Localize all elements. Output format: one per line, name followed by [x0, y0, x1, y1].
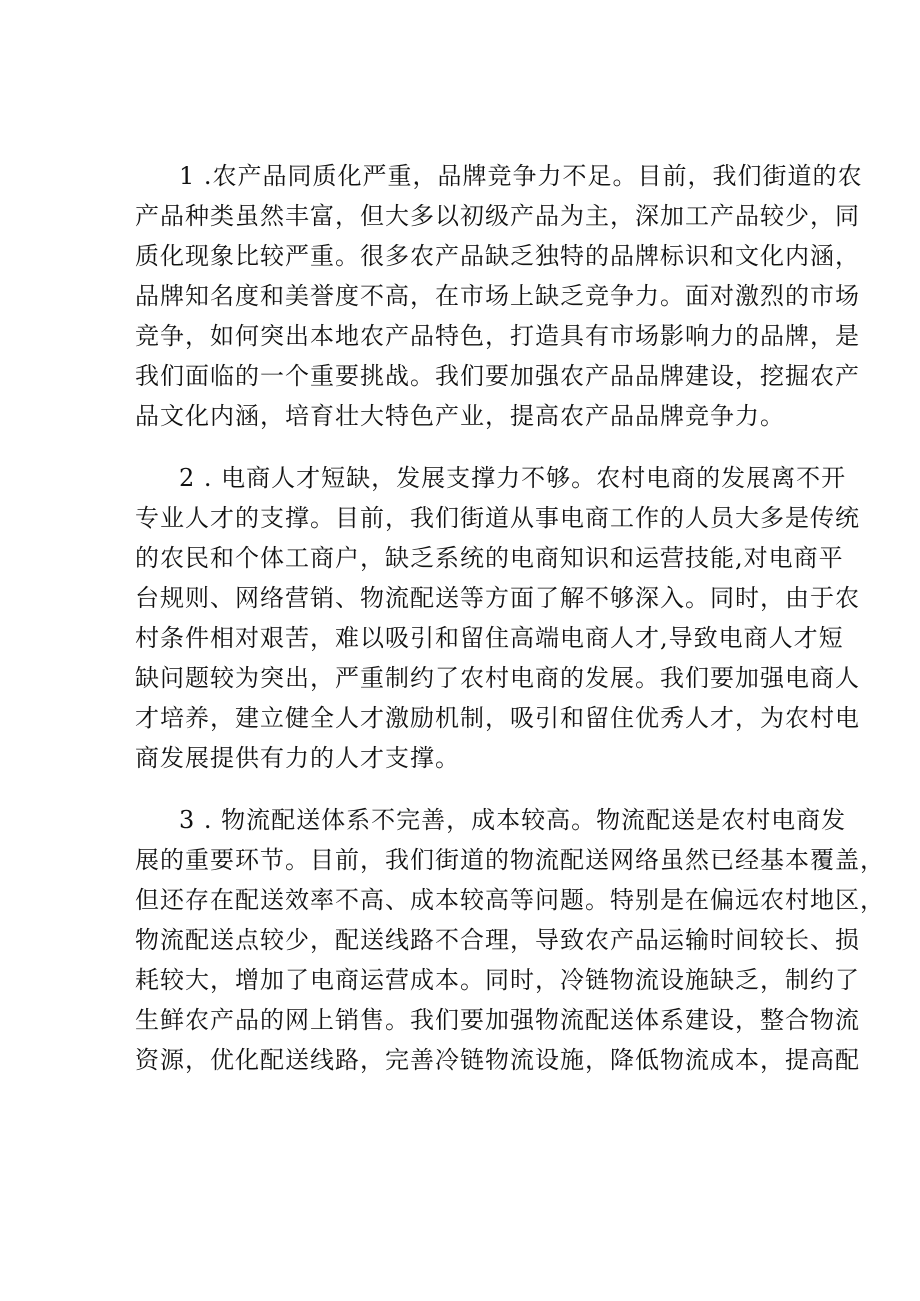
text-line: 生鲜农产品的网上销售。我们要加强物流配送体系建设，整合物流 [135, 1006, 860, 1034]
paragraph-brand-competitiveness [135, 156, 863, 436]
document-body [135, 156, 885, 1102]
text-line: 我们面临的一个重要挑战。我们要加强农产品品牌建设，挖掘农产 [135, 362, 860, 390]
text-line: 质化现象比较严重。很多农产品缺乏独特的品牌标识和文化内涵， [135, 242, 860, 270]
text-line: 商发展提供有力的人才支撑。 [135, 744, 460, 772]
text-line: 物流配送点较少，配送线路不合理，导致农产品运输时间较长、损 [135, 926, 860, 954]
text-line: 村条件相对艰苦，难以吸引和留住高端电商人才,导致电商人才短 [135, 624, 844, 652]
text-line: 产品种类虽然丰富，但大多以初级产品为主，深加工产品较少，同 [135, 202, 860, 230]
text-line: 1 .农产品同质化严重，品牌竞争力不足。目前，我们街道的农 [179, 162, 863, 190]
text-line: 专业人才的支撑。目前，我们街道从事电商工作的人员大多是传统 [135, 504, 860, 532]
text-line: 缺问题较为突出，严重制约了农村电商的发展。我们要加强电商人 [135, 664, 860, 692]
text-line: 资源，优化配送线路，完善冷链物流设施，降低物流成本，提高配 [135, 1046, 860, 1074]
text-line: 竞争，如何突出本地农产品特色，打造具有市场影响力的品牌，是 [135, 322, 860, 350]
text-line: 才培养，建立健全人才激励机制，吸引和留住优秀人才，为农村电 [135, 704, 860, 732]
text-line: 展的重要环节。目前，我们街道的物流配送网络虽然已经基本覆盖， [135, 846, 885, 874]
text-line: 的农民和个体工商户，缺乏系统的电商知识和运营技能,对电商平 [135, 544, 844, 572]
text-line: 品文化内涵，培育壮大特色产业，提高农产品品牌竞争力。 [135, 402, 785, 430]
text-line: 耗较大，增加了电商运营成本。同时，冷链物流设施缺乏，制约了 [135, 966, 860, 994]
text-line: 品牌知名度和美誉度不高，在市场上缺乏竞争力。面对激烈的市场 [135, 282, 860, 310]
paragraph-logistics [135, 800, 885, 1080]
text-line: 2 . 电商人才短缺，发展支撑力不够。农村电商的发展离不开 [179, 464, 847, 492]
text-line: 3 . 物流配送体系不完善，成本较高。物流配送是农村电商发 [179, 806, 847, 834]
paragraph-ecommerce-talent [135, 458, 860, 778]
text-line: 台规则、网络营销、物流配送等方面了解不够深入。同时，由于农 [135, 584, 860, 612]
text-line: 但还存在配送效率不高、成本较高等问题。特别是在偏远农村地区， [135, 886, 885, 914]
